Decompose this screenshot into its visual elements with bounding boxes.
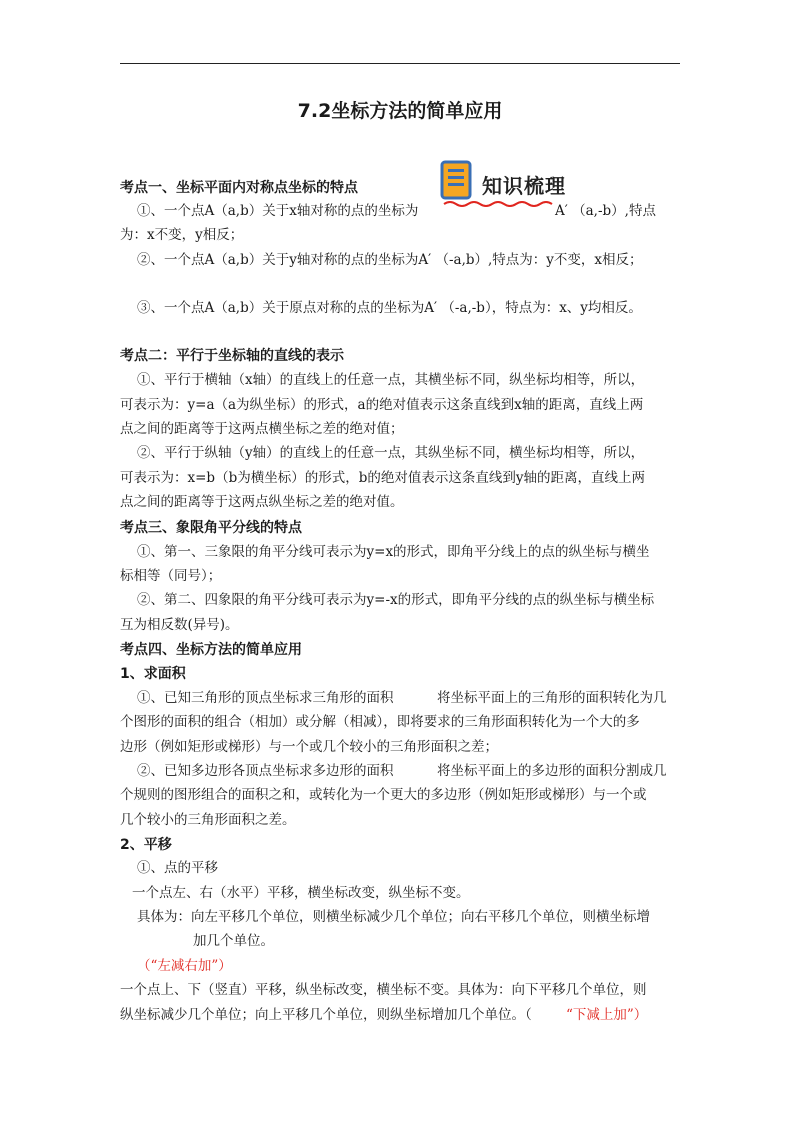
paragraph-line: ①、已知三角形的顶点坐标求三角形的面积 — [137, 690, 394, 706]
paragraph-line: ①、点的平移 — [137, 860, 218, 876]
mnemonic-left-right: （“左减右加”） — [137, 958, 232, 974]
paragraph-line: A′ （a,-b）,特点 — [555, 203, 656, 219]
section-heading: 考点四、坐标方法的简单应用 — [120, 642, 302, 658]
paragraph-line: ②、平行于纵轴（y轴）的直线上的任意一点，其纵坐标不同，横坐标均相等，所以， — [137, 445, 645, 461]
paragraph-line: 边形（例如矩形或梯形）与一个或几个较小的三角形面积之差； — [120, 739, 498, 755]
paragraph-line: 几个较小的三角形面积之差。 — [120, 812, 296, 828]
paragraph-line: 可表示为：x=b（b为横坐标）的形式，b的绝对值表示这条直线到y轴的距离，直线上两 — [120, 470, 645, 486]
paragraph-line: 将坐标平面上的多边形的面积分割成几 — [437, 763, 667, 779]
header-rule — [120, 63, 680, 64]
paragraph-line: 为：x不变，y相反； — [120, 227, 244, 243]
paragraph-line: 纵坐标减少几个单位；向上平移几个单位，则纵坐标增加几个单位。（ — [120, 1007, 532, 1023]
paragraph-line: 互为相反数(异号)。 — [120, 617, 239, 633]
paragraph-line: 可表示为：y=a（a为纵坐标）的形式，a的绝对值表示这条直线到x轴的距离，直线上两 — [120, 397, 644, 413]
section-heading: 考点一、坐标平面内对称点坐标的特点 — [120, 180, 358, 196]
paragraph-line: 加几个单位。 — [193, 933, 274, 949]
subsection-heading: 1、求面积 — [120, 666, 186, 682]
paragraph-line: 个规则的图形组合的面积之和，或转化为一个更大的多边形（例如矩形或梯形）与一个或 — [120, 787, 647, 803]
subsection-heading: 2、平移 — [120, 837, 172, 853]
page-title: 7.2坐标方法的简单应用 — [297, 100, 503, 122]
mnemonic-up-down: “下减上加”） — [566, 1007, 648, 1023]
paragraph-line: 一个点上、下（竖直）平移，纵坐标改变，横坐标不变。具体为：向下平移几个单位，则 — [120, 982, 647, 998]
badge-label: 知识梳理 — [482, 174, 566, 198]
paragraph-line: ②、已知多边形各顶点坐标求多边形的面积 — [137, 763, 394, 779]
paragraph-line: 一个点左、右（水平）平移，横坐标改变，纵坐标不变。 — [132, 885, 470, 901]
paragraph-line: 将坐标平面上的三角形的面积转化为几 — [437, 690, 667, 706]
paragraph-line: 具体为：向左平移几个单位，则横坐标减少几个单位；向右平移几个单位，则横坐标增 — [137, 909, 650, 925]
paragraph-line: ①、平行于横轴（x轴）的直线上的任意一点，其横坐标不同，纵坐标均相等，所以， — [137, 372, 645, 388]
section-heading: 考点三、象限角平分线的特点 — [120, 520, 302, 536]
paragraph-line: 点之间的距离等于这两点横坐标之差的绝对值； — [120, 421, 404, 437]
paragraph-line: 点之间的距离等于这两点纵坐标之差的绝对值。 — [120, 494, 404, 510]
paragraph-line: ①、一个点A（a,b）关于x轴对称的点的坐标为 — [137, 203, 419, 219]
paragraph-line: ③、一个点A（a,b）关于原点对称的点的坐标为A′ （-a,-b），特点为：x、y均相反。 — [137, 300, 642, 316]
paragraph-line: ①、第一、三象限的角平分线可表示为y=x的形式，即角平分线上的点的纵坐标与横坐 — [137, 544, 650, 560]
paragraph-line: ②、一个点A（a,b）关于y轴对称的点的坐标为A′ （-a,b）,特点为：y不变，x相反； — [137, 252, 643, 268]
paragraph-line: 个图形的面积的组合（相加）或分解（相减），即将要求的三角形面积转化为一个大的多 — [120, 714, 640, 730]
paragraph-line: ②、第二、四象限的角平分线可表示为y=-x的形式，即角平分线的点的纵坐标与横坐标 — [137, 592, 655, 608]
section-heading: 考点二：平行于坐标轴的直线的表示 — [120, 348, 344, 364]
paragraph-line: 标相等（同号）； — [120, 568, 222, 584]
